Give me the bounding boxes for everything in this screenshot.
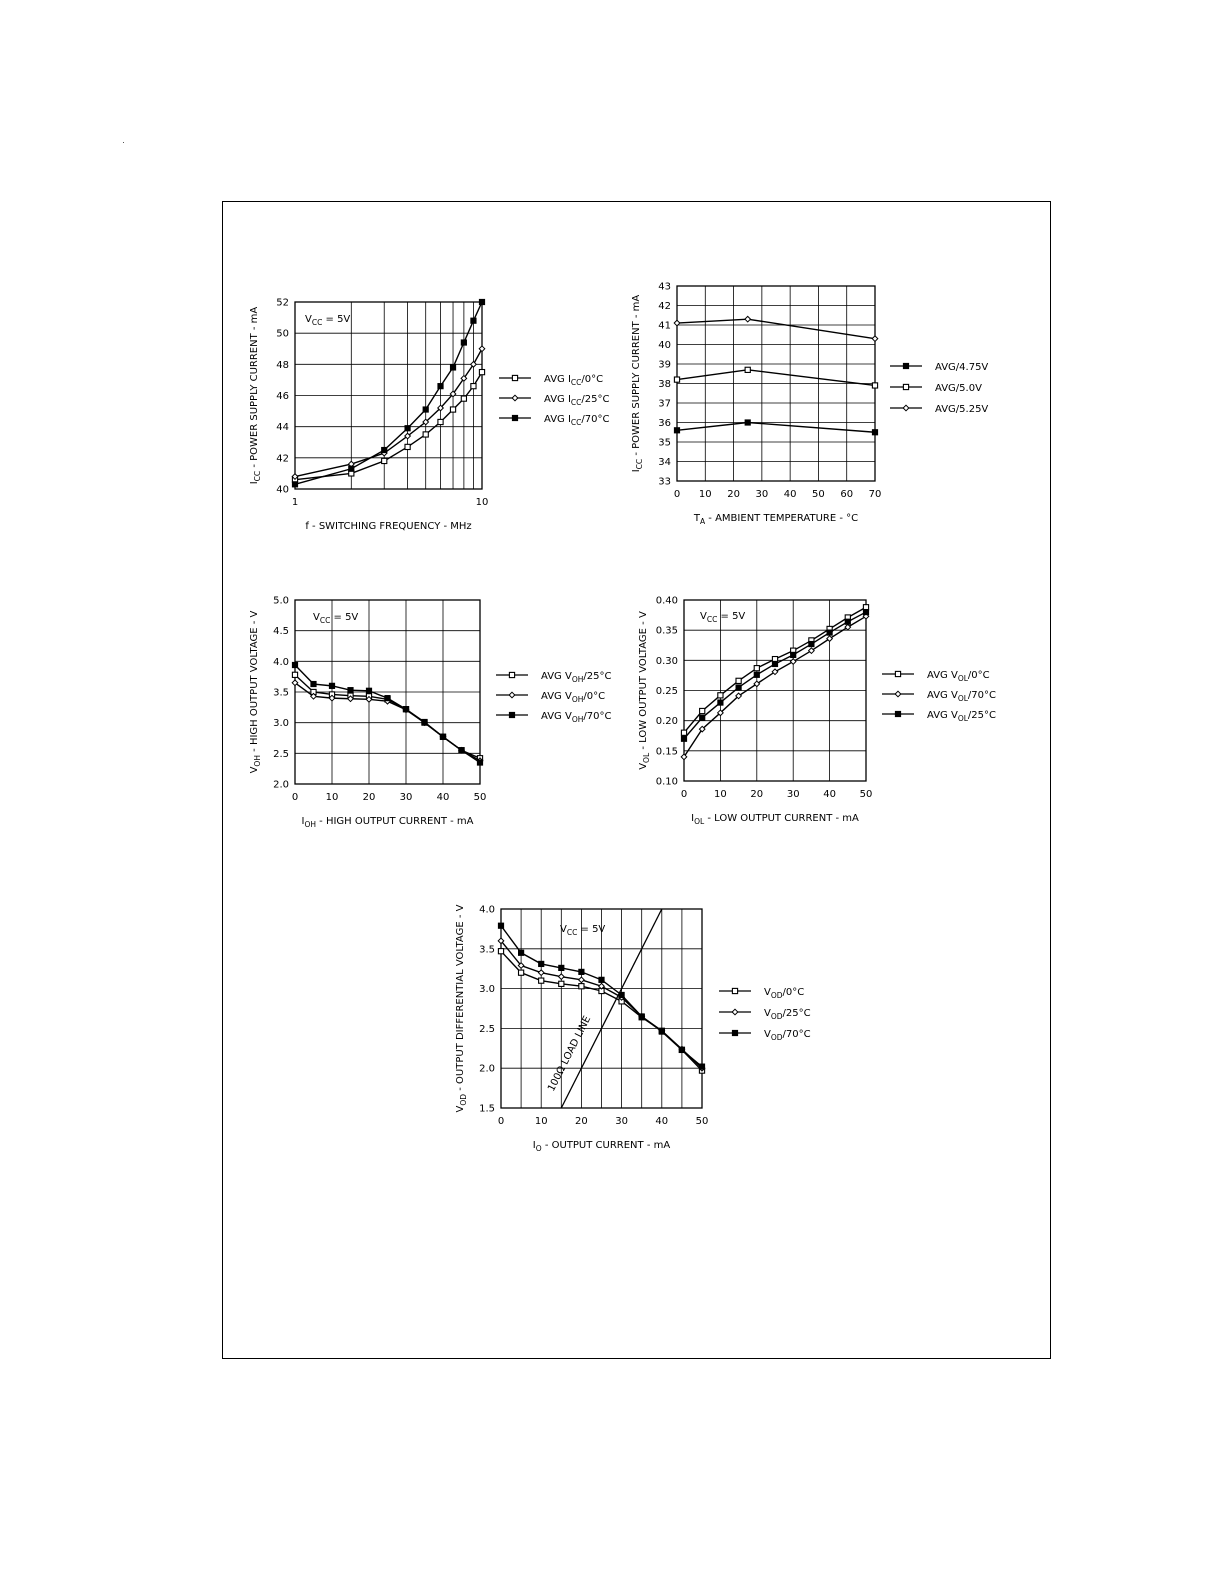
y-tick-label: 38 [658, 379, 671, 390]
legend-marker [903, 384, 908, 389]
legend-label: $V_{OD}/70^\circ C$ [764, 1029, 811, 1042]
y-tick-label: 2.0 [479, 1063, 495, 1075]
data-point [538, 970, 544, 976]
data-point [559, 974, 565, 980]
data-point [403, 707, 408, 712]
legend-marker [895, 671, 900, 676]
data-point [423, 407, 428, 412]
series-line [295, 665, 480, 763]
data-point [450, 365, 455, 370]
legend-label: AVG $I_{CC}/70^\circ C$ [544, 414, 610, 427]
legend-label: AVG $V_{OH}/70^\circ C$ [541, 711, 612, 724]
legend-marker [512, 395, 518, 401]
data-point [385, 696, 390, 701]
x-tick-label: 50 [812, 489, 825, 500]
vcc-annotation: $V_{CC} = 5V$ [313, 612, 359, 625]
data-point [459, 748, 464, 753]
x-tick-label: 20 [750, 789, 764, 800]
x-tick-label: 40 [655, 1116, 669, 1127]
x-tick-label: 0 [291, 792, 299, 803]
x-tick-label: 20 [362, 792, 376, 803]
x-tick-label: 20 [575, 1116, 588, 1127]
series-line [677, 319, 875, 339]
y-axis-label: $I_{CC}$ - POWER SUPPLY CURRENT - mA [249, 306, 262, 485]
legend-marker [512, 415, 517, 420]
x-tick-label: 50 [473, 792, 487, 803]
vcc-annotation: $V_{CC} = 5V$ [305, 314, 351, 327]
y-tick-label: 40 [658, 340, 671, 351]
legend-marker [895, 691, 901, 697]
y-axis-label: $I_{CC}$ - POWER SUPPLY CURRENT - mA [631, 294, 644, 473]
legend-marker [903, 363, 908, 368]
series-line [684, 612, 866, 739]
chart2-group [631, 282, 988, 527]
data-point [382, 458, 387, 463]
y-tick-label: 43 [658, 281, 671, 293]
x-tick-label: 0 [497, 1116, 505, 1127]
data-point [311, 681, 316, 686]
y-tick-label: 37 [658, 398, 671, 410]
legend-label: AVG $V_{OH}/0^\circ C$ [541, 691, 606, 704]
load-line [561, 909, 662, 1108]
chart5-group [455, 904, 811, 1153]
x-tick-label: 10 [325, 792, 339, 803]
y-tick-label: 35 [658, 437, 671, 449]
y-tick-label: 48 [276, 359, 289, 371]
x-tick-label: 0 [680, 789, 688, 800]
data-point [681, 736, 686, 741]
data-point [579, 984, 584, 989]
y-tick-label: 42 [658, 301, 671, 312]
y-tick-label: 33 [658, 476, 671, 488]
x-tick-label: 50 [859, 789, 873, 800]
x-axis-label: $I_{OL}$ - LOW OUTPUT CURRENT - mA [691, 813, 859, 826]
x-tick-label: 40 [823, 789, 836, 800]
y-tick-label: 42 [276, 453, 289, 465]
x-tick-label: 30 [615, 1116, 628, 1127]
y-tick-label: 52 [276, 297, 289, 309]
data-point [438, 419, 443, 424]
data-point [745, 420, 750, 425]
x-tick-label: 70 [868, 489, 882, 500]
y-tick-label: 36 [658, 418, 671, 429]
y-tick-label: 2.0 [273, 779, 289, 791]
load-line-label: 100Ω LOAD LINE [546, 1014, 594, 1094]
legend-marker [512, 375, 517, 380]
data-point [349, 466, 354, 471]
data-point [471, 384, 476, 389]
data-point [619, 992, 624, 997]
data-point [718, 693, 723, 698]
data-point [498, 949, 503, 954]
x-tick-label: 60 [840, 489, 854, 500]
legend-label: $V_{OD}/25^\circ C$ [764, 1008, 811, 1021]
data-point [405, 426, 410, 431]
chart4-group [638, 596, 996, 827]
x-tick-label: 40 [436, 792, 450, 803]
legend-label: AVG $V_{OL}/70^\circ C$ [927, 690, 996, 703]
data-point [471, 318, 476, 323]
y-tick-label: 5.0 [273, 595, 289, 607]
data-point [736, 678, 741, 683]
data-point [745, 367, 750, 372]
data-point [348, 688, 353, 693]
y-tick-label: 3.5 [273, 687, 289, 699]
y-tick-label: 39 [658, 359, 671, 371]
x-tick-label: 10 [475, 497, 489, 508]
legend-label: $V_{OD}/0^\circ C$ [764, 987, 805, 1000]
x-tick-label: 20 [727, 489, 740, 500]
y-tick-label: 3.0 [273, 718, 289, 730]
legend-label: AVG $I_{CC}/25^\circ C$ [544, 394, 610, 407]
x-tick-label: 30 [755, 489, 769, 500]
legend-marker [509, 672, 514, 677]
data-point [382, 447, 387, 452]
y-tick-label: 34 [658, 457, 671, 468]
data-point [699, 1064, 704, 1069]
data-point [639, 1014, 644, 1019]
data-point [674, 377, 679, 382]
data-point [461, 396, 466, 401]
data-point [450, 407, 455, 412]
legend-label: AVG/5.25V [935, 404, 989, 415]
data-point [679, 1047, 684, 1052]
y-tick-label: 0.30 [655, 655, 678, 667]
legend-marker [509, 712, 514, 717]
y-tick-label: 44 [276, 422, 289, 434]
x-axis-label: $I_{OH}$ - HIGH OUTPUT CURRENT - mA [301, 816, 474, 829]
y-tick-label: 2.5 [273, 748, 289, 760]
data-point [498, 923, 503, 928]
data-point [559, 965, 564, 970]
y-tick-label: 40 [276, 484, 289, 496]
x-tick-label: 50 [695, 1116, 709, 1127]
y-tick-label: 0.15 [655, 746, 678, 758]
data-point [718, 700, 723, 705]
data-point [539, 961, 544, 966]
data-point [845, 619, 850, 624]
data-point [438, 384, 443, 389]
vcc-annotation: $V_{CC} = 5V$ [700, 611, 746, 624]
chart3-group [249, 596, 611, 830]
series-line [677, 423, 875, 433]
data-point [329, 683, 334, 688]
data-point [477, 760, 482, 765]
y-tick-label: 50 [276, 328, 289, 340]
legend-marker [732, 1030, 737, 1035]
data-point [681, 730, 686, 735]
y-axis-label: $V_{OH}$ - HIGH OUTPUT VOLTAGE - V [249, 610, 262, 774]
x-tick-label: 30 [786, 789, 800, 800]
data-point [479, 299, 484, 304]
chart1-group [249, 298, 610, 533]
x-axis-label: f - SWITCHING FREQUENCY - MHz [305, 521, 472, 532]
data-point [700, 715, 705, 720]
legend-marker [903, 405, 909, 411]
y-tick-label: 1.5 [479, 1103, 495, 1115]
legend-marker [509, 692, 515, 698]
series-line [295, 675, 480, 758]
series-line [295, 372, 482, 480]
data-point [599, 977, 604, 982]
data-point [292, 482, 297, 487]
data-point [674, 428, 679, 433]
data-point [872, 336, 878, 342]
y-tick-label: 0.40 [655, 595, 678, 607]
data-point [519, 970, 524, 975]
data-point [872, 430, 877, 435]
data-point [461, 340, 466, 345]
data-point [422, 720, 427, 725]
legend-label: AVG $V_{OL}/25^\circ C$ [927, 710, 996, 723]
y-axis-label: $V_{OD}$ - OUTPUT DIFFERENTIAL VOLTAGE - V [455, 904, 468, 1113]
data-point [736, 685, 741, 690]
x-tick-label: 40 [783, 489, 797, 500]
legend-label: AVG/4.75V [935, 362, 989, 373]
data-point [827, 630, 832, 635]
x-tick-label: 10 [698, 489, 712, 500]
legend-marker [732, 988, 737, 993]
x-tick-label: 0 [673, 489, 681, 500]
data-point [440, 734, 445, 739]
y-tick-label: 0.35 [655, 625, 678, 637]
y-axis-label: $V_{OL}$ - LOW OUTPUT VOLTAGE - V [638, 611, 651, 770]
x-tick-label: 10 [714, 789, 727, 800]
legend-label: AVG $V_{OH}/25^\circ C$ [541, 671, 612, 684]
x-tick-label: 30 [399, 792, 413, 803]
data-point [863, 609, 868, 614]
y-tick-label: 0.10 [655, 776, 678, 788]
y-tick-label: 41 [658, 320, 671, 332]
data-point [754, 672, 759, 677]
legend-marker [732, 1009, 738, 1015]
data-point [539, 978, 544, 983]
x-tick-label: 1 [291, 497, 299, 508]
data-point [809, 641, 814, 646]
data-point [405, 444, 410, 449]
series-line [295, 683, 480, 761]
data-point [292, 672, 297, 677]
data-point [659, 1029, 664, 1034]
data-point [559, 981, 564, 986]
data-point [772, 661, 777, 666]
y-tick-label: 3.0 [479, 984, 495, 996]
legend-marker [895, 711, 900, 716]
data-point [745, 316, 751, 322]
y-tick-label: 0.20 [655, 716, 678, 728]
series-line [684, 616, 866, 757]
y-tick-label: 0.25 [655, 686, 678, 697]
vcc-annotation: $V_{CC} = 5V$ [560, 924, 606, 937]
y-tick-label: 3.5 [479, 944, 495, 956]
x-tick-label: 10 [534, 1116, 548, 1127]
data-point [579, 977, 585, 983]
data-point [292, 662, 297, 667]
y-tick-label: 4.5 [273, 626, 289, 638]
legend-label: AVG $I_{CC}/0^\circ C$ [544, 374, 604, 387]
x-axis-label: $T_A$ - AMBIENT TEMPERATURE - °C [693, 513, 859, 526]
data-point [366, 688, 371, 693]
data-point [519, 950, 524, 955]
data-point [479, 370, 484, 375]
legend-label: AVG $V_{OL}/0^\circ C$ [927, 670, 990, 683]
y-tick-label: 4.0 [273, 656, 289, 668]
data-point [423, 432, 428, 437]
y-tick-label: 2.5 [479, 1023, 495, 1035]
legend-label: AVG/5.0V [935, 383, 982, 394]
data-point [791, 652, 796, 657]
data-point [479, 346, 485, 352]
data-point [579, 969, 584, 974]
y-tick-label: 46 [276, 391, 289, 402]
y-tick-label: 4.0 [479, 904, 495, 916]
data-point [700, 708, 705, 713]
data-point [754, 666, 759, 671]
x-axis-label: $I_O$ - OUTPUT CURRENT - mA [532, 1140, 671, 1153]
data-point [872, 383, 877, 388]
